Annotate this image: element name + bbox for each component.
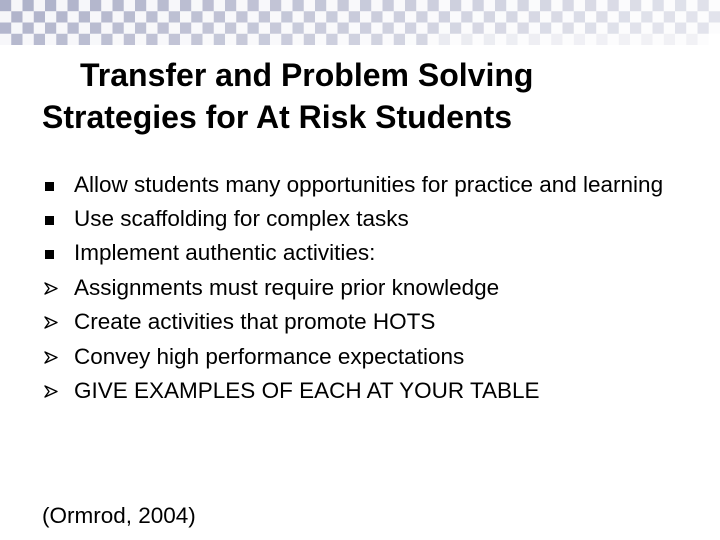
checker-cell [0, 0, 11, 11]
checker-cell [90, 34, 101, 45]
checker-cell [169, 11, 180, 22]
decorative-checker-header [0, 0, 720, 45]
checker-cell [101, 0, 112, 11]
checker-cell [338, 34, 349, 45]
checker-cell [574, 23, 585, 34]
checker-cell [686, 23, 697, 34]
checker-cell [461, 23, 472, 34]
checker-cell [326, 0, 337, 11]
checker-cell [450, 34, 461, 45]
bullet-text: Convey high performance expectations [74, 343, 465, 369]
checker-cell [158, 34, 169, 45]
checker-cell [698, 34, 709, 45]
checker-cell [405, 11, 416, 22]
checker-cell [506, 0, 517, 11]
checker-cell [270, 23, 281, 34]
checker-cell [259, 23, 270, 34]
checker-cell [113, 0, 124, 11]
checker-cell [405, 23, 416, 34]
checker-cell [113, 34, 124, 45]
checker-cell [326, 23, 337, 34]
checker-cell [416, 23, 427, 34]
checker-cell [304, 23, 315, 34]
checker-cell [326, 34, 337, 45]
checker-cell [101, 11, 112, 22]
checker-cell [281, 34, 292, 45]
checker-cell [349, 34, 360, 45]
checker-cell [214, 34, 225, 45]
checker-cell [641, 23, 652, 34]
checker-cell [450, 23, 461, 34]
checker-cell [428, 0, 439, 11]
checker-cell [596, 0, 607, 11]
checker-cell [180, 34, 191, 45]
checker-cell [664, 34, 675, 45]
checker-cell [664, 0, 675, 11]
checker-cell [495, 34, 506, 45]
checker-cell [101, 34, 112, 45]
checker-cell [574, 11, 585, 22]
checker-cell [709, 0, 720, 11]
checker-cell [518, 11, 529, 22]
title-line-2: Strategies for At Risk Students [42, 99, 513, 135]
checker-cell [293, 0, 304, 11]
checker-cell [371, 0, 382, 11]
checker-cell [484, 0, 495, 11]
checker-cell [56, 0, 67, 11]
checker-cell [506, 23, 517, 34]
checker-cell [236, 0, 247, 11]
checker-cell [529, 0, 540, 11]
checker-cell [619, 23, 630, 34]
checker-cell [338, 23, 349, 34]
checker-cell [585, 34, 596, 45]
checker-cell [439, 11, 450, 22]
checker-cell [383, 23, 394, 34]
checker-cell [675, 11, 686, 22]
checker-cell [135, 11, 146, 22]
checker-cell [169, 23, 180, 34]
bullet-text: GIVE EXAMPLES OF EACH AT YOUR TABLE [74, 378, 540, 403]
checker-cell [191, 23, 202, 34]
checker-cell [214, 0, 225, 11]
checker-cell [11, 11, 22, 22]
checker-cell [248, 11, 259, 22]
checker-cell [698, 11, 709, 22]
checker-cell [405, 34, 416, 45]
bullet-text: Assignments must require prior knowledge [74, 274, 500, 300]
checker-cell [90, 11, 101, 22]
bullet-item [44, 379, 704, 404]
checker-cell [270, 0, 281, 11]
arrow-bullet-icon [44, 385, 58, 398]
checker-cell [281, 0, 292, 11]
checker-cell [259, 11, 270, 22]
checker-cell [68, 0, 79, 11]
checker-cell [79, 0, 90, 11]
checker-cell [551, 0, 562, 11]
checker-cell [248, 23, 259, 34]
checker-cell [518, 0, 529, 11]
checker-cell [158, 0, 169, 11]
checker-cell [191, 34, 202, 45]
checker-cell [0, 11, 11, 22]
checker-cell [146, 11, 157, 22]
checker-cell [619, 0, 630, 11]
checker-cell [563, 0, 574, 11]
checker-cell [315, 0, 326, 11]
checker-cell [169, 0, 180, 11]
checker-cell [630, 11, 641, 22]
checker-cell [653, 34, 664, 45]
checker-cell [394, 23, 405, 34]
checker-cell [709, 23, 720, 34]
checker-cell [135, 0, 146, 11]
bullet-text: Allow students many opportunities for practice and learning [74, 172, 664, 197]
checker-cell [270, 11, 281, 22]
checker-cell [551, 23, 562, 34]
checker-cell [428, 11, 439, 22]
checker-cell [225, 11, 236, 22]
checker-cell [653, 0, 664, 11]
checker-cell [619, 11, 630, 22]
checker-cell [439, 23, 450, 34]
checker-cell [461, 0, 472, 11]
checker-cell [495, 23, 506, 34]
checker-cell [0, 23, 11, 34]
checker-cell [214, 11, 225, 22]
checker-cell [79, 34, 90, 45]
checker-cell [304, 34, 315, 45]
checker-cell [203, 11, 214, 22]
checker-cell [203, 34, 214, 45]
checker-cell [563, 34, 574, 45]
checker-cell [653, 11, 664, 22]
checker-cell [124, 23, 135, 34]
checker-cell [630, 23, 641, 34]
checker-cell [574, 0, 585, 11]
title-line-1: Transfer and Problem Solving [80, 57, 534, 93]
checker-cell [180, 0, 191, 11]
checker-cell [529, 11, 540, 22]
checker-cell [675, 0, 686, 11]
checker-cell [495, 11, 506, 22]
checker-cell [349, 11, 360, 22]
slide-title [42, 54, 682, 138]
checker-cell [630, 0, 641, 11]
square-bullet-icon [45, 250, 54, 259]
checker-cell [315, 34, 326, 45]
checker-cell [124, 0, 135, 11]
checker-cell [383, 34, 394, 45]
checker-cell [191, 11, 202, 22]
checker-cell [608, 11, 619, 22]
checker-cell [360, 11, 371, 22]
checker-cell [0, 34, 11, 45]
checker-cell [461, 11, 472, 22]
checker-cell [236, 23, 247, 34]
checker-cell [540, 11, 551, 22]
checker-cell [473, 34, 484, 45]
checker-cell [236, 11, 247, 22]
checker-cell [540, 34, 551, 45]
checker-cell [338, 11, 349, 22]
checker-cell [203, 23, 214, 34]
bullet-item [44, 173, 704, 198]
checker-cell [698, 23, 709, 34]
checker-cell [686, 34, 697, 45]
checker-cell [664, 11, 675, 22]
checker-cell [11, 23, 22, 34]
checker-cell [225, 0, 236, 11]
checker-cell [180, 11, 191, 22]
checker-cell [473, 0, 484, 11]
checker-cell [506, 34, 517, 45]
checker-cell [315, 11, 326, 22]
checker-cell [79, 23, 90, 34]
checker-cell [191, 0, 202, 11]
checker-cell [416, 34, 427, 45]
checker-cell [518, 23, 529, 34]
checker-cell [416, 11, 427, 22]
checker-cell [326, 11, 337, 22]
checker-cell [686, 11, 697, 22]
checker-cell [495, 0, 506, 11]
checker-cell [518, 34, 529, 45]
checker-cell [293, 34, 304, 45]
checker-cell [248, 0, 259, 11]
checker-cell [439, 34, 450, 45]
checker-cell [675, 34, 686, 45]
checker-cell [506, 11, 517, 22]
checker-cell [259, 34, 270, 45]
checker-cell [169, 34, 180, 45]
checker-cell [56, 11, 67, 22]
arrow-bullet-icon [44, 282, 58, 295]
checker-cell [315, 23, 326, 34]
checker-cell [450, 11, 461, 22]
checker-cell [664, 23, 675, 34]
checker-cell [371, 11, 382, 22]
checker-cell [551, 11, 562, 22]
checker-cell [304, 0, 315, 11]
checker-cell [56, 34, 67, 45]
checker-cell [349, 23, 360, 34]
square-bullet-icon [45, 182, 54, 191]
checker-cell [225, 34, 236, 45]
bullet-item [44, 207, 704, 232]
checker-cell [338, 0, 349, 11]
checker-cell [11, 0, 22, 11]
checker-cell [56, 23, 67, 34]
checker-cell [293, 11, 304, 22]
checker-cell [68, 34, 79, 45]
bullet-text: Use scaffolding for complex tasks [74, 205, 409, 231]
checker-cell [135, 34, 146, 45]
checker-cell [484, 11, 495, 22]
checker-cell [461, 34, 472, 45]
checker-cell [225, 23, 236, 34]
checker-cell [371, 23, 382, 34]
checker-cell [68, 11, 79, 22]
checker-cell [34, 11, 45, 22]
bullet-item [44, 276, 704, 301]
checker-cell [563, 23, 574, 34]
checker-cell [23, 34, 34, 45]
bullet-list [44, 173, 704, 414]
checker-cell [360, 0, 371, 11]
checker-cell [596, 34, 607, 45]
checker-cell [90, 23, 101, 34]
checker-cell [641, 0, 652, 11]
citation: (Ormrod, 2004) [42, 503, 196, 528]
checker-cell [394, 11, 405, 22]
checker-cell [608, 23, 619, 34]
checker-cell [563, 11, 574, 22]
checker-cell [630, 34, 641, 45]
checker-cell [68, 23, 79, 34]
checker-cell [214, 23, 225, 34]
checker-cell [529, 34, 540, 45]
checker-cell [158, 11, 169, 22]
checker-cell [416, 0, 427, 11]
checker-cell [90, 0, 101, 11]
checker-cell [619, 34, 630, 45]
arrow-bullet-icon [44, 316, 58, 329]
bullet-item [44, 241, 704, 266]
checker-cell [180, 23, 191, 34]
checker-cell [23, 23, 34, 34]
checker-cell [484, 23, 495, 34]
checker-cell [34, 34, 45, 45]
checker-cell [574, 34, 585, 45]
checker-cell [270, 34, 281, 45]
checker-cell [439, 0, 450, 11]
bullet-text: Create activities that promote HOTS [74, 309, 436, 334]
checker-cell [653, 23, 664, 34]
checker-cell [45, 34, 56, 45]
checker-cell [34, 23, 45, 34]
checker-cell [259, 0, 270, 11]
checker-cell [146, 34, 157, 45]
checker-cell [394, 0, 405, 11]
checker-cell [405, 0, 416, 11]
checker-cell [675, 23, 686, 34]
checker-cell [698, 0, 709, 11]
checker-cell [450, 0, 461, 11]
checker-cell [203, 0, 214, 11]
checker-cell [383, 11, 394, 22]
checker-cell [146, 0, 157, 11]
checker-cell [608, 34, 619, 45]
checker-cell [124, 34, 135, 45]
checker-cell [124, 11, 135, 22]
checker-cell [473, 11, 484, 22]
checker-cell [34, 0, 45, 11]
checker-cell [529, 23, 540, 34]
checker-cell [585, 0, 596, 11]
checker-cell [45, 11, 56, 22]
checker-cell [113, 11, 124, 22]
checker-cell [45, 23, 56, 34]
checker-cell [360, 34, 371, 45]
checker-cell [101, 23, 112, 34]
checker-cell [608, 0, 619, 11]
checker-cell [79, 11, 90, 22]
checker-cell [23, 0, 34, 11]
checker-cell [281, 23, 292, 34]
checker-cell [293, 23, 304, 34]
checker-cell [113, 23, 124, 34]
arrow-bullet-icon [44, 351, 58, 364]
checker-cell [383, 0, 394, 11]
bullet-text: Implement authentic activities: [74, 240, 376, 265]
bullet-item [44, 345, 704, 370]
checker-cell [596, 11, 607, 22]
checker-cell [281, 11, 292, 22]
checker-cell [146, 23, 157, 34]
bullet-item [44, 310, 704, 335]
checker-cell [585, 11, 596, 22]
checker-cell [686, 0, 697, 11]
checker-cell [11, 34, 22, 45]
checker-cell [236, 34, 247, 45]
checker-cell [135, 23, 146, 34]
checker-cell [709, 11, 720, 22]
checker-cell [540, 0, 551, 11]
checker-cell [641, 11, 652, 22]
checker-cell [371, 34, 382, 45]
checker-cell [551, 34, 562, 45]
checker-cell [473, 23, 484, 34]
checker-cell [304, 11, 315, 22]
checker-cell [23, 11, 34, 22]
checker-cell [540, 23, 551, 34]
checker-cell [248, 34, 259, 45]
checker-cell [349, 0, 360, 11]
square-bullet-icon [45, 216, 54, 225]
checker-cell [158, 23, 169, 34]
checker-cell [360, 23, 371, 34]
checker-cell [585, 23, 596, 34]
checker-cell [394, 34, 405, 45]
checker-cell [428, 23, 439, 34]
checker-cell [641, 34, 652, 45]
checker-cell [428, 34, 439, 45]
checker-cell [596, 23, 607, 34]
checker-cell [45, 0, 56, 11]
checker-cell [484, 34, 495, 45]
